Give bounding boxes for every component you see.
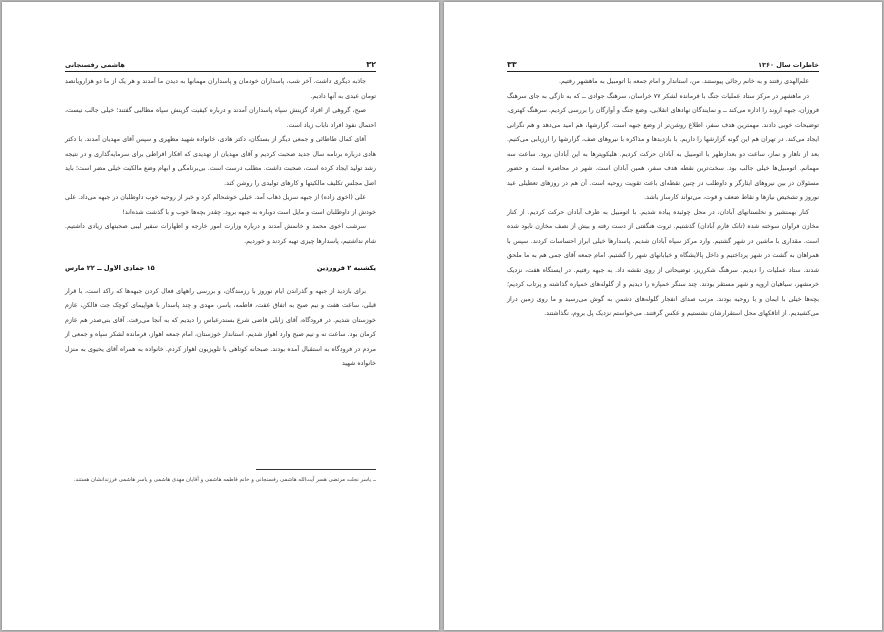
paragraph: علم‌الهدی رفتند و به خانم رجائی پیوستند. من، استاندار و امام جمعه با اتومبیل به ماهشهر رفتیم. — [558, 78, 809, 85]
page-body — [507, 75, 819, 322]
page-number: ۳۲ — [366, 60, 376, 69]
paragraph: برای بازدید از جبهه و گذراندن ایام نوروز با رزمندگان، و بررسی راههای فعال کردن جبهه‌ها که راکد است، با قرار قبلی، ساعت هفت و نیم صبح به اتفاق عفت، فاطمه، یاسر، مهدی و چند پاسدار با هواپیمای کوچک جت فالکن، عازم خوزستان شدیم. در فرودگاه، آقای زابلی قاضی شرع بسندرعباس را دیدیم که به آنجا می‌رفت. آقای بنی‌صدر هم عازم کرمان بود. ساعت نه و نیم صبح وارد اهواز شدیم. استاندار خوزستان، امام جمعه اهواز، فرمانده لشکر سپاه و جمعی از مردم در فرودگاه به استقبال آمده بودند. صبحانه کوتاهی با تلویزیون اهواز کردم. خانواده به همراه آقای یحیوی به منزل خانواده شهید — [65, 287, 376, 367]
paragraph: کنار بهمنشیر و نخلستانهای آبادان، در محل چوئبده پیاده شدیم. با اتومبیل به طرف آبادان حرکت کردیم. از کنار مخازن فراوان سوخته شده (تانک فارم آبادان) گذشتیم. ثروت هنگفتی از دست رفته و بیش از نصف مخازن نابود شده است. مقداری با ماشین در شهر گشتیم. وارد مرکز سپاه آبادان شدیم. پاسدارها خیلی ابراز احساسات کردند. سپس با همراهان به گشت در شهر پرداختیم و داخل پالایشگاه و خیابانهای شهر را گشتیم. امام جمعه آقای جمی هم به ما ملحق شدند. ستاد عملیات را دیدیم. سرهنگ شکرریز، توضیحاتی از روی نقشه داد. به جبهه رفتیم. در ایستگاه هفت، نزدیک خرمشهر، سیاهیان اروپه و شهر مستقر بودند. چند سنگر خمپاره را دیدیم و از گلوله‌های خمپاره گذاشته و پرتاب کردیم؛ بچه‌ها خیلی با ایمان و با روحیه بودند. مرتب صدای انفجار گلوله‌های دشمن به گوش می‌رسید و ما روی زمین دراز می‌کشیدیم. از اتاقکهای محل استقرارشان نشستیم و عکس گرفتند. می‌خواستم نزدیک پل بروم، نگذاشتند. — [507, 208, 819, 317]
paragraph: جاذبه دیگری داشت. آخر شب، پاسداران خودمان و پاسداران مهمانها به دیدن ما آمدند و هر یک از ما دو هزارویانصد تومان عیدی به آنها دادیم. — [65, 78, 376, 100]
paragraph: سرشب اخوی محمد و خانمش آمدند و درباره وزارت امور خارجه و اظهارات سفیر لیبی صحبتهای زیادی داشتیم. شام نداشتیم، پاسدارها چیزی تهیه کردند و خوردیم. — [65, 223, 376, 245]
page-number: ۳۳ — [507, 60, 517, 69]
paragraph: آقای کمال طاطائی و جمعی دیگر از بستگان، دکتر هادی، خانواده شهید مظهری و سپس آقای مهدیان آمدند. با دکتر هادی درباره برنامه سال جدید صحبت کردیم و آقای مهدیان از تهدیدی که افکار افراطی برای سرمایه‌گذاری و در نتیجه رشد تولید ایجاد کرده است، صحبت داشت. مطلب درست است. بی‌برنامگی و ابهام وضع مالکیت خیلی مضر است؛ باید اصل مجلس تکلیف مالکیتها و کارهای تولیدی را روشن کند. — [65, 136, 376, 187]
running-title: خاطرات سال ۱۳۶۰ — [758, 61, 819, 69]
running-title: هاشمی رفسنجانی — [65, 61, 125, 69]
footnote: ــ یاسر نجلت مرتضی هسر آیت‌الله هاشمی رفسنجانی و خانم فاطمه هاشمی و آقایان مهدی هاشمی و یاسر هاشمی فرزندانشان هستند. — [73, 477, 376, 483]
paragraph: علی (اخوی زاده) از جبهه سریل ذهاب آمد. خیلی خوشحالم کرد و خبر از روحیه خوب داوطلبان در جبهه می‌داد. علی خودش از داوطلبان است و مایل است دوباره به جبهه برود. چقدر بچه‌ها خوب و با گذشت شده‌اند! — [65, 194, 376, 216]
date-heading — [65, 261, 376, 276]
page-header — [65, 59, 376, 72]
date-heading-lunar: ۱۵ جمادی الاول ــ ۲۲ مارس — [65, 264, 155, 272]
left-page — [2, 2, 439, 630]
paragraph: صبح، گروهی از افراد گزینش سپاه پاسداران آمدند و درباره کیفیت گزینش سپاه مطالبی گفتند؛ خیلی جالب نیست، احتمال نفوذ افراد ناباب زیاد است. — [65, 107, 376, 129]
page-header — [507, 59, 819, 72]
footnote-divider — [256, 469, 376, 470]
right-page — [444, 2, 882, 630]
paragraph: در ماهشهر در مرکز ستاد عملیات جنگ با فرمانده لشکر ۷۷ خراسان، سرهنگ جوادی ــ که به تازگی به جای سرهنگ فروزان، جبهه اروند را اداره می‌کند ــ و نمایندگان نهادهای انقلابی، وضع جنگ و آوارگان را بررسی کردیم. سرهنگ کهتری، توضیحات خوبی دادند. مهمترین هدف سفر، اطلاع روشن‌تر از وضع جبهه است. گزارشها، هم امید می‌دهد و هم نگرانی ایجاد می‌کند. در تهران هم این گونه گزارشها را داریم. با بازدیدها و مذاکره با نیروهای صف، گزارشها را ارزیابی می‌کنیم. بعد از ناهار و نماز، ساعت دو بعدازظهر با اتومبیل به آبادان حرکت کردیم. هلیکوپترها به این آبادان برود. ساعت سه مهمانم. اتومبیل‌ها خیلی جالب بود. سخت‌ترین نقطه هدف سفر، همین آبادان است. شهر در محاصره است و حضور مسئولان در بین نیروهای ایثارگر و داوطلب در چنین نقطه‌ای باعث تقویت روحیه است. آن هم در روزهای تعطیلی عید نوروز و تشخیص نیازها و نقاط ضعف و قوت، می‌تواند کارساز باشد. — [507, 92, 819, 201]
date-heading-weekday: یکشنبه ۲ فروردین — [316, 264, 376, 272]
page-body — [65, 75, 376, 372]
